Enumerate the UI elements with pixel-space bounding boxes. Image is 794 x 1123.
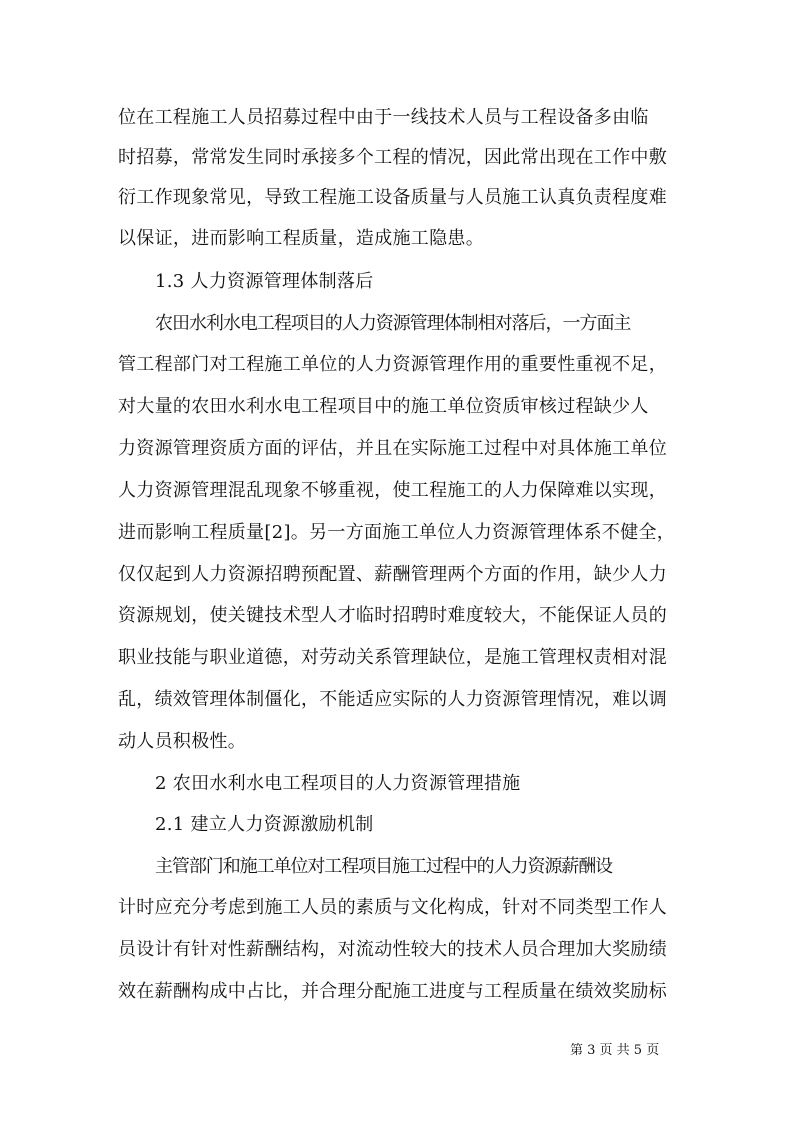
paragraph-line: 乱，绩效管理体制僵化，不能适应实际的人力资源管理情况，难以调 [118,689,667,710]
paragraph-line: 对大量的农田水利水电工程项目中的施工单位资质审核过程缺少人 [118,396,649,417]
paragraph-line: 仅仅起到人力资源招聘预配置、薪酬管理两个方面的作用，缺少人力 [118,564,667,585]
page-number: 第 3 页 共 5 页 [570,1043,660,1058]
section-heading: 2 农田水利水电工程项目的人力资源管理措施 [155,773,521,794]
section-heading: 2.1 建立人力资源激励机制 [155,814,374,835]
paragraph-line: 员设计有针对性薪酬结构，对流动性较大的技术人员合理加大奖励绩 [118,939,667,960]
paragraph-line: 力资源管理资质方面的评估，并且在实际施工过程中对具体施工单位 [118,438,667,459]
paragraph-line: 人力资源管理混乱现象不够重视，使工程施工的人力保障难以实现， [118,480,667,501]
paragraph-line: 效在薪酬构成中占比，并合理分配施工进度与工程质量在绩效奖励标 [118,981,667,1002]
paragraph-line: 主管部门和施工单位对工程项目施工过程中的人力资源薪酬设 [155,856,613,877]
paragraph-line: 时招募，常常发生同时承接多个工程的情况，因此常出现在工作中敷 [118,147,667,168]
paragraph-line: 进而影响工程质量[2]。另一方面施工单位人力资源管理体系不健全， [118,522,676,543]
section-heading: 1.3 人力资源管理体制落后 [155,271,374,292]
paragraph-line: 资源规划，使关键技术型人才临时招聘时难度较大，不能保证人员的 [118,605,667,626]
paragraph-line: 农田水利水电工程项目的人力资源管理体制相对落后，一方面主 [155,313,631,334]
paragraph-line: 动人员积极性。 [118,731,247,752]
paragraph-line: 管工程部门对工程施工单位的人力资源管理作用的重要性重视不足， [118,354,667,375]
paragraph-line: 计时应充分考虑到施工人员的素质与文化构成，针对不同类型工作人 [118,897,667,918]
paragraph-line: 位在工程施工人员招募过程中由于一线技术人员与工程设备多由临 [118,107,649,128]
paragraph-line: 职业技能与职业道德，对劳动关系管理缺位，是施工管理权责相对混 [118,647,667,668]
paragraph-line: 衍工作现象常见，导致工程施工设备质量与人员施工认真负责程度难 [118,187,667,208]
paragraph-line: 以保证，进而影响工程质量，造成施工隐患。 [118,228,484,249]
